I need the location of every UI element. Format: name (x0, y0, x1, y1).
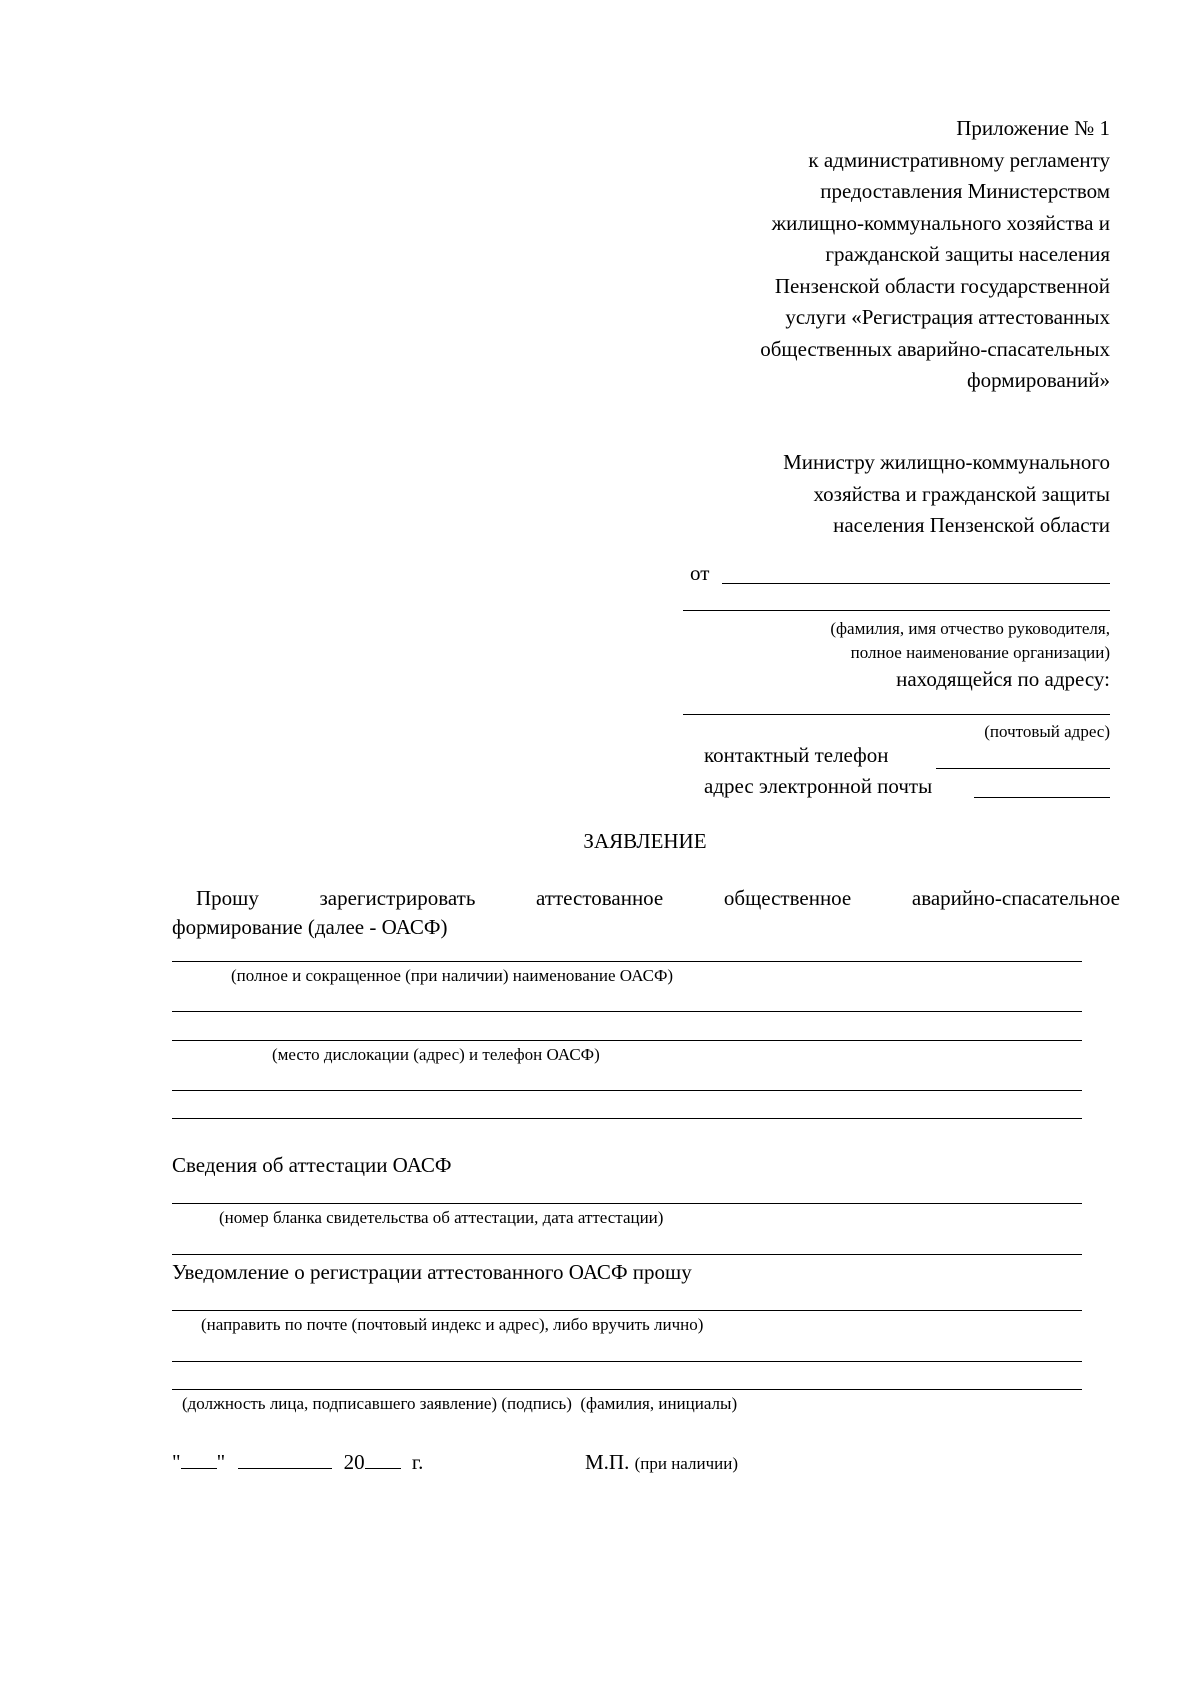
appendix-line: гражданской защиты населения (825, 242, 1110, 266)
oasf-location-hint: (место дислокации (адрес) и телефон ОАСФ) (272, 1045, 600, 1064)
attestation-field-2[interactable] (172, 1254, 1082, 1255)
stamp-hint: (при наличии) (634, 1454, 738, 1473)
email-field[interactable] (974, 797, 1110, 798)
date-line (172, 1447, 423, 1479)
date-month-field[interactable] (238, 1448, 332, 1469)
date-year-prefix: 20 (343, 1450, 365, 1474)
address-field[interactable] (683, 714, 1110, 715)
email-label: адрес электронной почты (704, 774, 933, 798)
oasf-name-hint: (полное и сокращенное (при наличии) наименование ОАСФ) (231, 966, 674, 985)
addressee-line: хозяйства и гражданской защиты (813, 481, 1110, 506)
notification-label: Уведомление о регистрации аттестованного ОАСФ прошу (172, 1260, 692, 1284)
date-year-field[interactable] (365, 1448, 401, 1469)
request-word: зарегистрировать (319, 886, 476, 910)
addressee-line: населения Пензенской области (833, 513, 1110, 537)
appendix-line: к административному регламенту (808, 147, 1110, 172)
date-close-quote: " (216, 1450, 226, 1474)
phone-field[interactable] (936, 768, 1110, 769)
stamp-label: М.П. (585, 1450, 630, 1474)
signature-hint: (должность лица, подписавшего заявление) (подпись) (фамилия, инициалы) (182, 1394, 738, 1413)
request-word: общественное (723, 886, 852, 910)
appendix-line: жилищно-коммунального хозяйства и (771, 210, 1110, 235)
appendix-line: формирований» (967, 368, 1110, 392)
attestation-field[interactable] (172, 1203, 1082, 1204)
attestation-label: Сведения об аттестации ОАСФ (172, 1153, 452, 1177)
request-word: Прошу (196, 886, 259, 910)
oasf-location-field-3[interactable] (172, 1118, 1082, 1119)
request-line-2: формирование (далее - ОАСФ) (172, 915, 448, 939)
from-hint-line: (фамилия, имя отчество руководителя, (830, 619, 1110, 638)
from-field-second-line[interactable] (683, 610, 1110, 611)
from-label: от (690, 561, 710, 585)
appendix-header (590, 113, 1110, 397)
appendix-line: общественных аварийно-спасательных (760, 336, 1110, 361)
date-open-quote: " (172, 1450, 181, 1474)
signature-field[interactable] (172, 1389, 1082, 1390)
oasf-name-field-2[interactable] (172, 1011, 1082, 1012)
from-field[interactable] (722, 583, 1110, 584)
notification-field[interactable] (172, 1310, 1082, 1311)
appendix-line: предоставления Министерством (820, 179, 1110, 203)
request-line-1 (196, 883, 1120, 915)
phone-label: контактный телефон (704, 743, 889, 767)
notification-hint: (направить по почте (почтовый индекс и адрес), либо вручить лично) (201, 1315, 704, 1334)
oasf-location-field-2[interactable] (172, 1090, 1082, 1091)
address-label: находящейся по адресу: (896, 667, 1110, 691)
from-hint (610, 617, 1110, 665)
request-word: аварийно-спасательное (911, 886, 1120, 910)
addressee-line: Министру жилищно-коммунального (783, 450, 1110, 474)
oasf-location-field[interactable] (172, 1040, 1082, 1041)
attestation-hint: (номер бланка свидетельства об аттестации, дата аттестации) (219, 1208, 664, 1227)
appendix-line: Пензенской области государственной (774, 273, 1110, 298)
stamp-block (585, 1447, 738, 1480)
document-title: ЗАЯВЛЕНИЕ (583, 829, 707, 853)
notification-field-2[interactable] (172, 1361, 1082, 1362)
appendix-title: Приложение № 1 (956, 116, 1110, 140)
date-day-field[interactable] (181, 1448, 217, 1469)
date-year-suffix: г. (411, 1450, 424, 1474)
from-hint-line: полное наименование организации) (850, 643, 1110, 662)
appendix-line: услуги «Регистрация аттестованных (785, 305, 1110, 329)
oasf-name-field[interactable] (172, 961, 1082, 962)
request-word: аттестованное (536, 886, 664, 910)
address-hint: (почтовый адрес) (984, 722, 1110, 741)
addressee-block (590, 447, 1110, 542)
